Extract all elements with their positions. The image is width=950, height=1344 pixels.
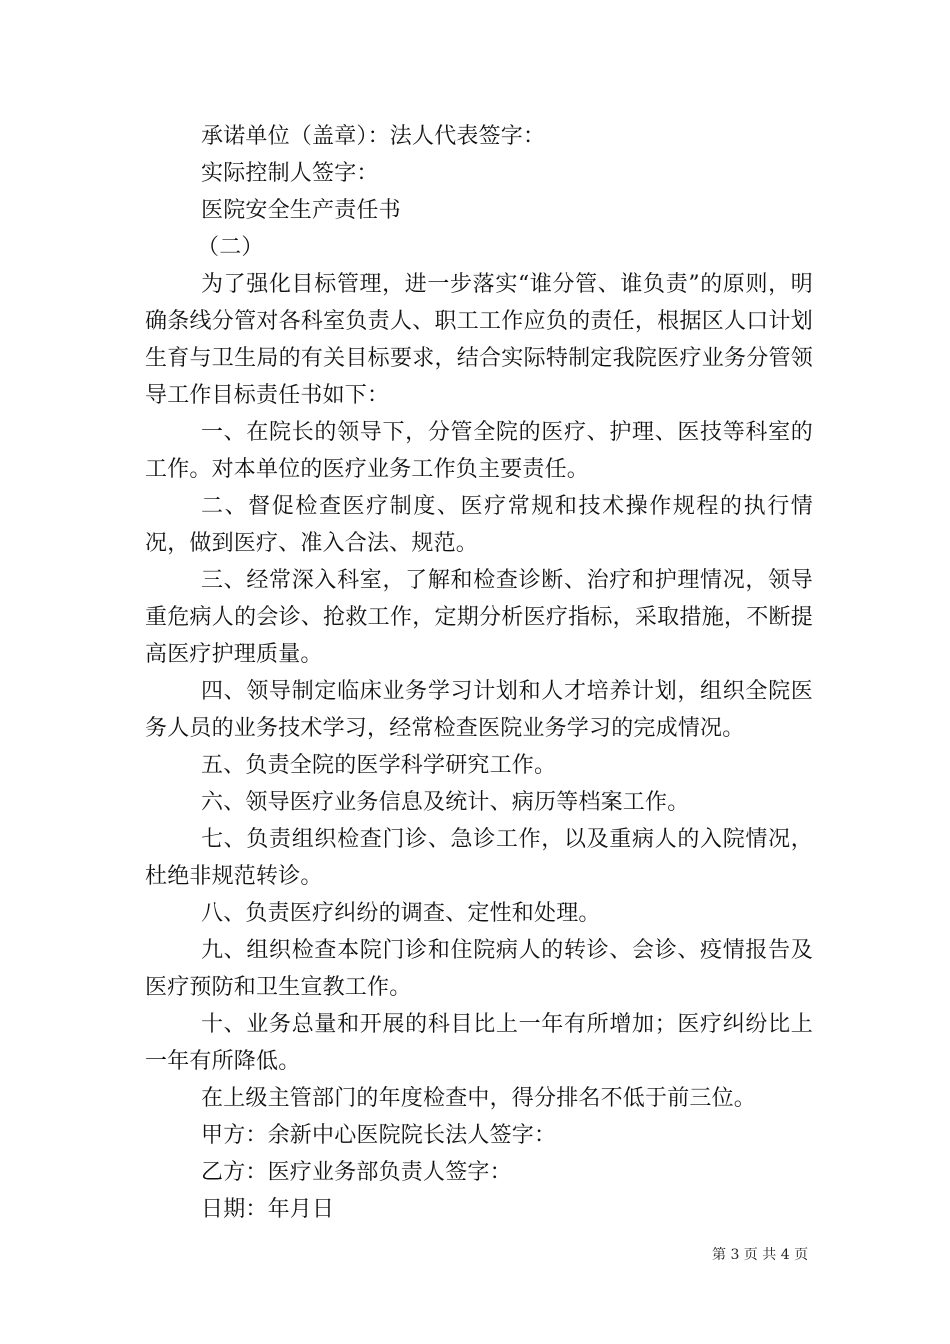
pledge-unit-line: 承诺单位（盖章）：法人代表签字：: [201, 124, 546, 149]
item-2: 二、督促检查医疗制度、医疗常规和技术操作规程的执行情况，做到医疗、准入合法、规范。: [145, 494, 813, 556]
item-4: 四、领导制定临床业务学习计划和人才培养计划，组织全院医务人员的业务技术学习，经常检查医院业务学习的完成情况。: [145, 679, 813, 741]
item-10: 十、业务总量和开展的科目比上一年有所增加；医疗纠纷比上一年有所降低。: [145, 1012, 813, 1074]
item-6: 六、领导医疗业务信息及统计、病历等档案工作。: [201, 790, 690, 815]
document-body: [145, 118, 813, 1228]
item-3: 三、经常深入科室，了解和检查诊断、治疗和护理情况，领导重危病人的会诊、抢救工作，定期分析医疗指标，采取措施，不断提高医疗护理质量。: [145, 568, 813, 667]
party-a-signature: 甲方：余新中心医院院长法人签字：: [201, 1123, 557, 1148]
item-5: 五、负责全院的医学科学研究工作。: [201, 753, 557, 778]
item-1: 一、在院长的领导下，分管全院的医疗、护理、医技等科室的工作。对本单位的医疗业务工作负主要责任。: [145, 420, 813, 482]
date-line: 日期：年月日: [201, 1197, 335, 1222]
section-number: （二）: [197, 235, 264, 260]
controller-signature-line: 实际控制人签字：: [201, 161, 379, 186]
page-number-footer: 第 3 页 共 4 页: [712, 1247, 809, 1263]
intro-paragraph: 为了强化目标管理，进一步落实“谁分管、谁负责”的原则，明确条线分管对各科室负责人、职工工作应负的责任，根据区人口计划生育与卫生局的有关目标要求，结合实际特制定我院医疗业务分管领导工作目标责任书如下：: [145, 272, 813, 408]
item-7: 七、负责组织检查门诊、急诊工作，以及重病人的入院情况，杜绝非规范转诊。: [145, 827, 813, 889]
item-8: 八、负责医疗纠纷的调查、定性和处理。: [201, 901, 601, 926]
annual-inspection-line: 在上级主管部门的年度检查中，得分排名不低于前三位。: [201, 1086, 757, 1111]
party-b-signature: 乙方：医疗业务部负责人签字：: [201, 1160, 512, 1185]
document-title: 医院安全生产责任书: [201, 198, 401, 223]
item-9: 九、组织检查本院门诊和住院病人的转诊、会诊、疫情报告及医疗预防和卫生宣教工作。: [145, 938, 813, 1000]
